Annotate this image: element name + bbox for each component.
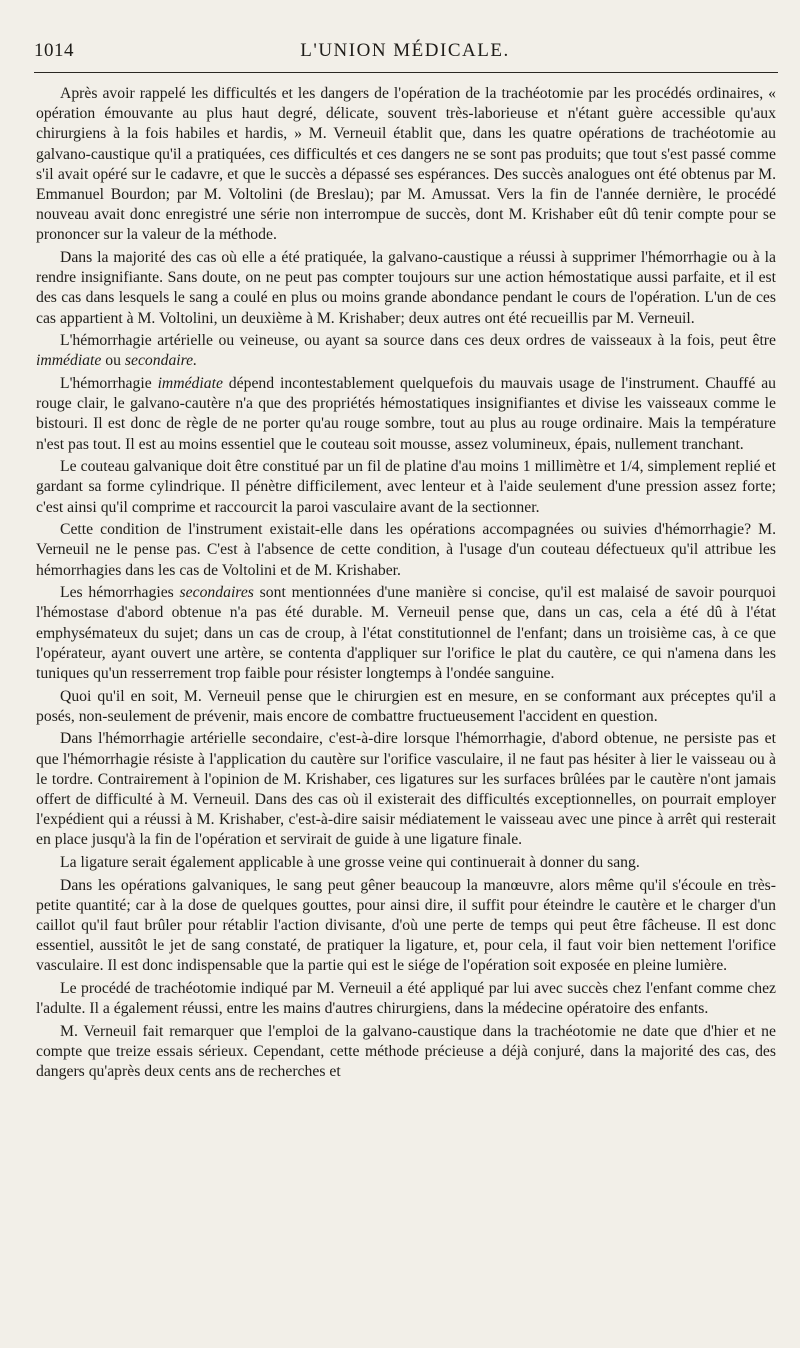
paragraph-7-text: sont mentionnées d'une manière si concise, qu'il est malaisé de savoir pourquoi l'hémostase d'abord obtenue n'a pas été durable. M. Verneuil pense que, dans un cas, cela a été dû à l'état emphysémateux du sujet; dans un cas de croup, à l'état constitutionnel de l'enfant; dans un troisième cas, à ce que l'opérateur, ayant ouvert une artère, se contenta d'appliquer sur l'orifice le plat du cautère, ce qui n'amena dans les tuniques qu'un resserrement trop faible pour résister longtemps à l'ondée sanguine. <box>36 584 777 683</box>
paragraph-1: Après avoir rappelé les difficultés et les dangers de l'opération de la trachéotomie par les procédés ordinaires, « opération émouvante au plus haut degré, délicate, souvent très-laborieuse et n'étant guère accessible qu'aux chirurgiens à la fois habiles et hardis, » M. Verneuil établit que, dans les quatre opérations de trachéotomie au galvano-caustique qu'il a pratiquées, ces difficultés et ces dangers ne se sont pas produits; que tout s'est passé comme s'il avait opéré sur le cadavre, et que le succès a dépassé ses espérances. Des succès analogues ont été obtenus par M. Emmanuel Bourdon; par M. Voltolini (de Breslau); par M. Amussat. Vers la fin de l'année dernière, le procédé nouveau avait donc enregistré une série non interrompue de succès, dont M. Krishaber eût dû tenir compte pour se prononcer sur la valeur de la méthode. <box>36 85 776 244</box>
paragraph-4-text: dépend incontestablement quelquefois du mauvais usage de l'instrument. Chauffé au rouge clair, le galvano-cautère n'a que des propriétés hémostatiques insignifiantes et divise les vaisseaux comme le bistouri. Il est donc de règle de ne porter qu'au rouge sombre, tout au plus au rouge ordinaire. Mais la température n'est pas tout. Il est au moins essentiel que le couteau soit mousse, assez volumineux, épais, nullement tranchant. <box>36 375 776 453</box>
paragraph-6: Cette condition de l'instrument existait-elle dans les opérations accompagnées ou suivies d'hémorrhagie? M. Verneuil ne le pense pas. C'est à l'absence de cette condition, à l'usage d'un couteau défectueux qu'il attribue les hémorrhagies dans les cas de Voltolini et de M. Krishaber. <box>36 521 776 579</box>
paragraph-4-lead: L'hémorrhagie <box>60 375 158 393</box>
paragraph-2: Dans la majorité des cas où elle a été pratiquée, la galvano-caustique a réussi à supprimer l'hémorrhagie ou à la rendre insignifiante. Sans doute, on ne peut pas compter toujours sur une action hémostatique aussi parfaite, et il est des cas dans lesquels le sang a coulé en plus ou moins grande abondance pendant le cours de l'opération. L'un de ces cas appartient à M. Voltolini, un deuxième à M. Krishaber; deux autres ont été recueillis par M. Verneuil. <box>36 249 776 327</box>
paragraph-10: La ligature serait également applicable à une grosse veine qui continuerait à donner du sang. <box>60 854 640 872</box>
page-number: 1014 <box>34 40 74 61</box>
running-title: L'UNION MÉDICALE. <box>300 40 510 61</box>
paragraph-9: Dans l'hémorrhagie artérielle secondaire, c'est-à-dire lorsque l'hémorrhagie, d'abord obtenue, ne persiste pas et que l'hémorrhagie résiste à l'application du cautère sur l'orifice vasculaire, il ne faut pas hésiter à lier le vaisseau ou à le tordre. Contrairement à l'opinion de M. Krishaber, ces ligatures sur les surfaces brûlées par le cautère n'ont jamais offert de difficulté à M. Verneuil. Dans des cas où il existerait des difficultés exceptionnelles, on pourrait employer l'expédient qui a réussi à M. Krishaber, c'est-à-dire saisir médiatement le vaisseau avec une pince à arrêt qui resterait en place jusqu'à la fin de l'opération et servirait de guide à une ligature finale. <box>36 730 776 849</box>
paragraph-7 <box>36 583 776 684</box>
header-rule <box>34 72 778 73</box>
article-body <box>36 84 776 1082</box>
paragraph-8: Quoi qu'il en soit, M. Verneuil pense que le chirurgien est en mesure, en se conformant aux préceptes qu'il a posés, non-seulement de prévenir, mais encore de combattre fructueusement l'accident en question. <box>36 687 776 725</box>
paragraph-3-text: L'hémorrhagie artérielle ou veineuse, ou ayant sa source dans ces deux ordres de vaisseaux à la fois, peut être <box>60 332 776 350</box>
term-secondary-2: secondaires <box>179 584 254 602</box>
term-secondary: secondaire. <box>124 352 198 370</box>
paragraph-12: Le procédé de trachéotomie indiqué par M. Verneuil a été appliqué par lui avec succès chez l'enfant comme chez l'adulte. Il a également réussi, entre les mains d'autres chirurgiens, dans la médecine opératoire des enfants. <box>36 980 776 1018</box>
term-immediate: immédiate <box>36 352 102 370</box>
paragraph-11: Dans les opérations galvaniques, le sang peut gêner beaucoup la manœuvre, alors même qu'il s'écoule en très-petite quantité; car à la dose de quelques gouttes, pour ainsi dire, il suffit pour éteindre le cautère et le charger d'un caillot qu'il faut brûler pour rétablir l'action divisante, d'où une perte de temps qui peut être fâcheuse. Il est donc essentiel, aussitôt le jet de sang constaté, de pratiquer la ligature, et, pour cela, il faut voir bien nettement l'orifice vasculaire. Il est donc indispensable que la partie qui est le siége de l'opération soit exposée en pleine lumière. <box>36 876 776 975</box>
paragraph-5: Le couteau galvanique doit être constitué par un fil de platine d'au moins 1 millimètre et 1/4, simplement replié et gardant sa forme cylindrique. Il pénètre difficilement, avec lenteur et à l'aide seulement d'une pression assez forte; c'est ainsi qu'il comprime et raccourcit la paroi vasculaire avant de la sectionner. <box>36 458 776 516</box>
term-immediate-2: immédiate <box>157 375 223 393</box>
paragraph-4 <box>36 374 776 455</box>
page-header <box>34 40 776 76</box>
paragraph-13: M. Verneuil fait remarquer que l'emploi de la galvano-caustique dans la trachéotomie ne date que d'hier et ne compte que treize essais sérieux. Cependant, cette méthode précieuse a déjà conjuré, dans la majorité des cas, des dangers qu'après deux cents ans de recherches et <box>36 1022 776 1081</box>
paragraph-7-lead: Les hémorrhagies <box>60 584 180 602</box>
paragraph-3-conjunction: ou <box>101 352 125 370</box>
paragraph-3 <box>36 331 776 371</box>
